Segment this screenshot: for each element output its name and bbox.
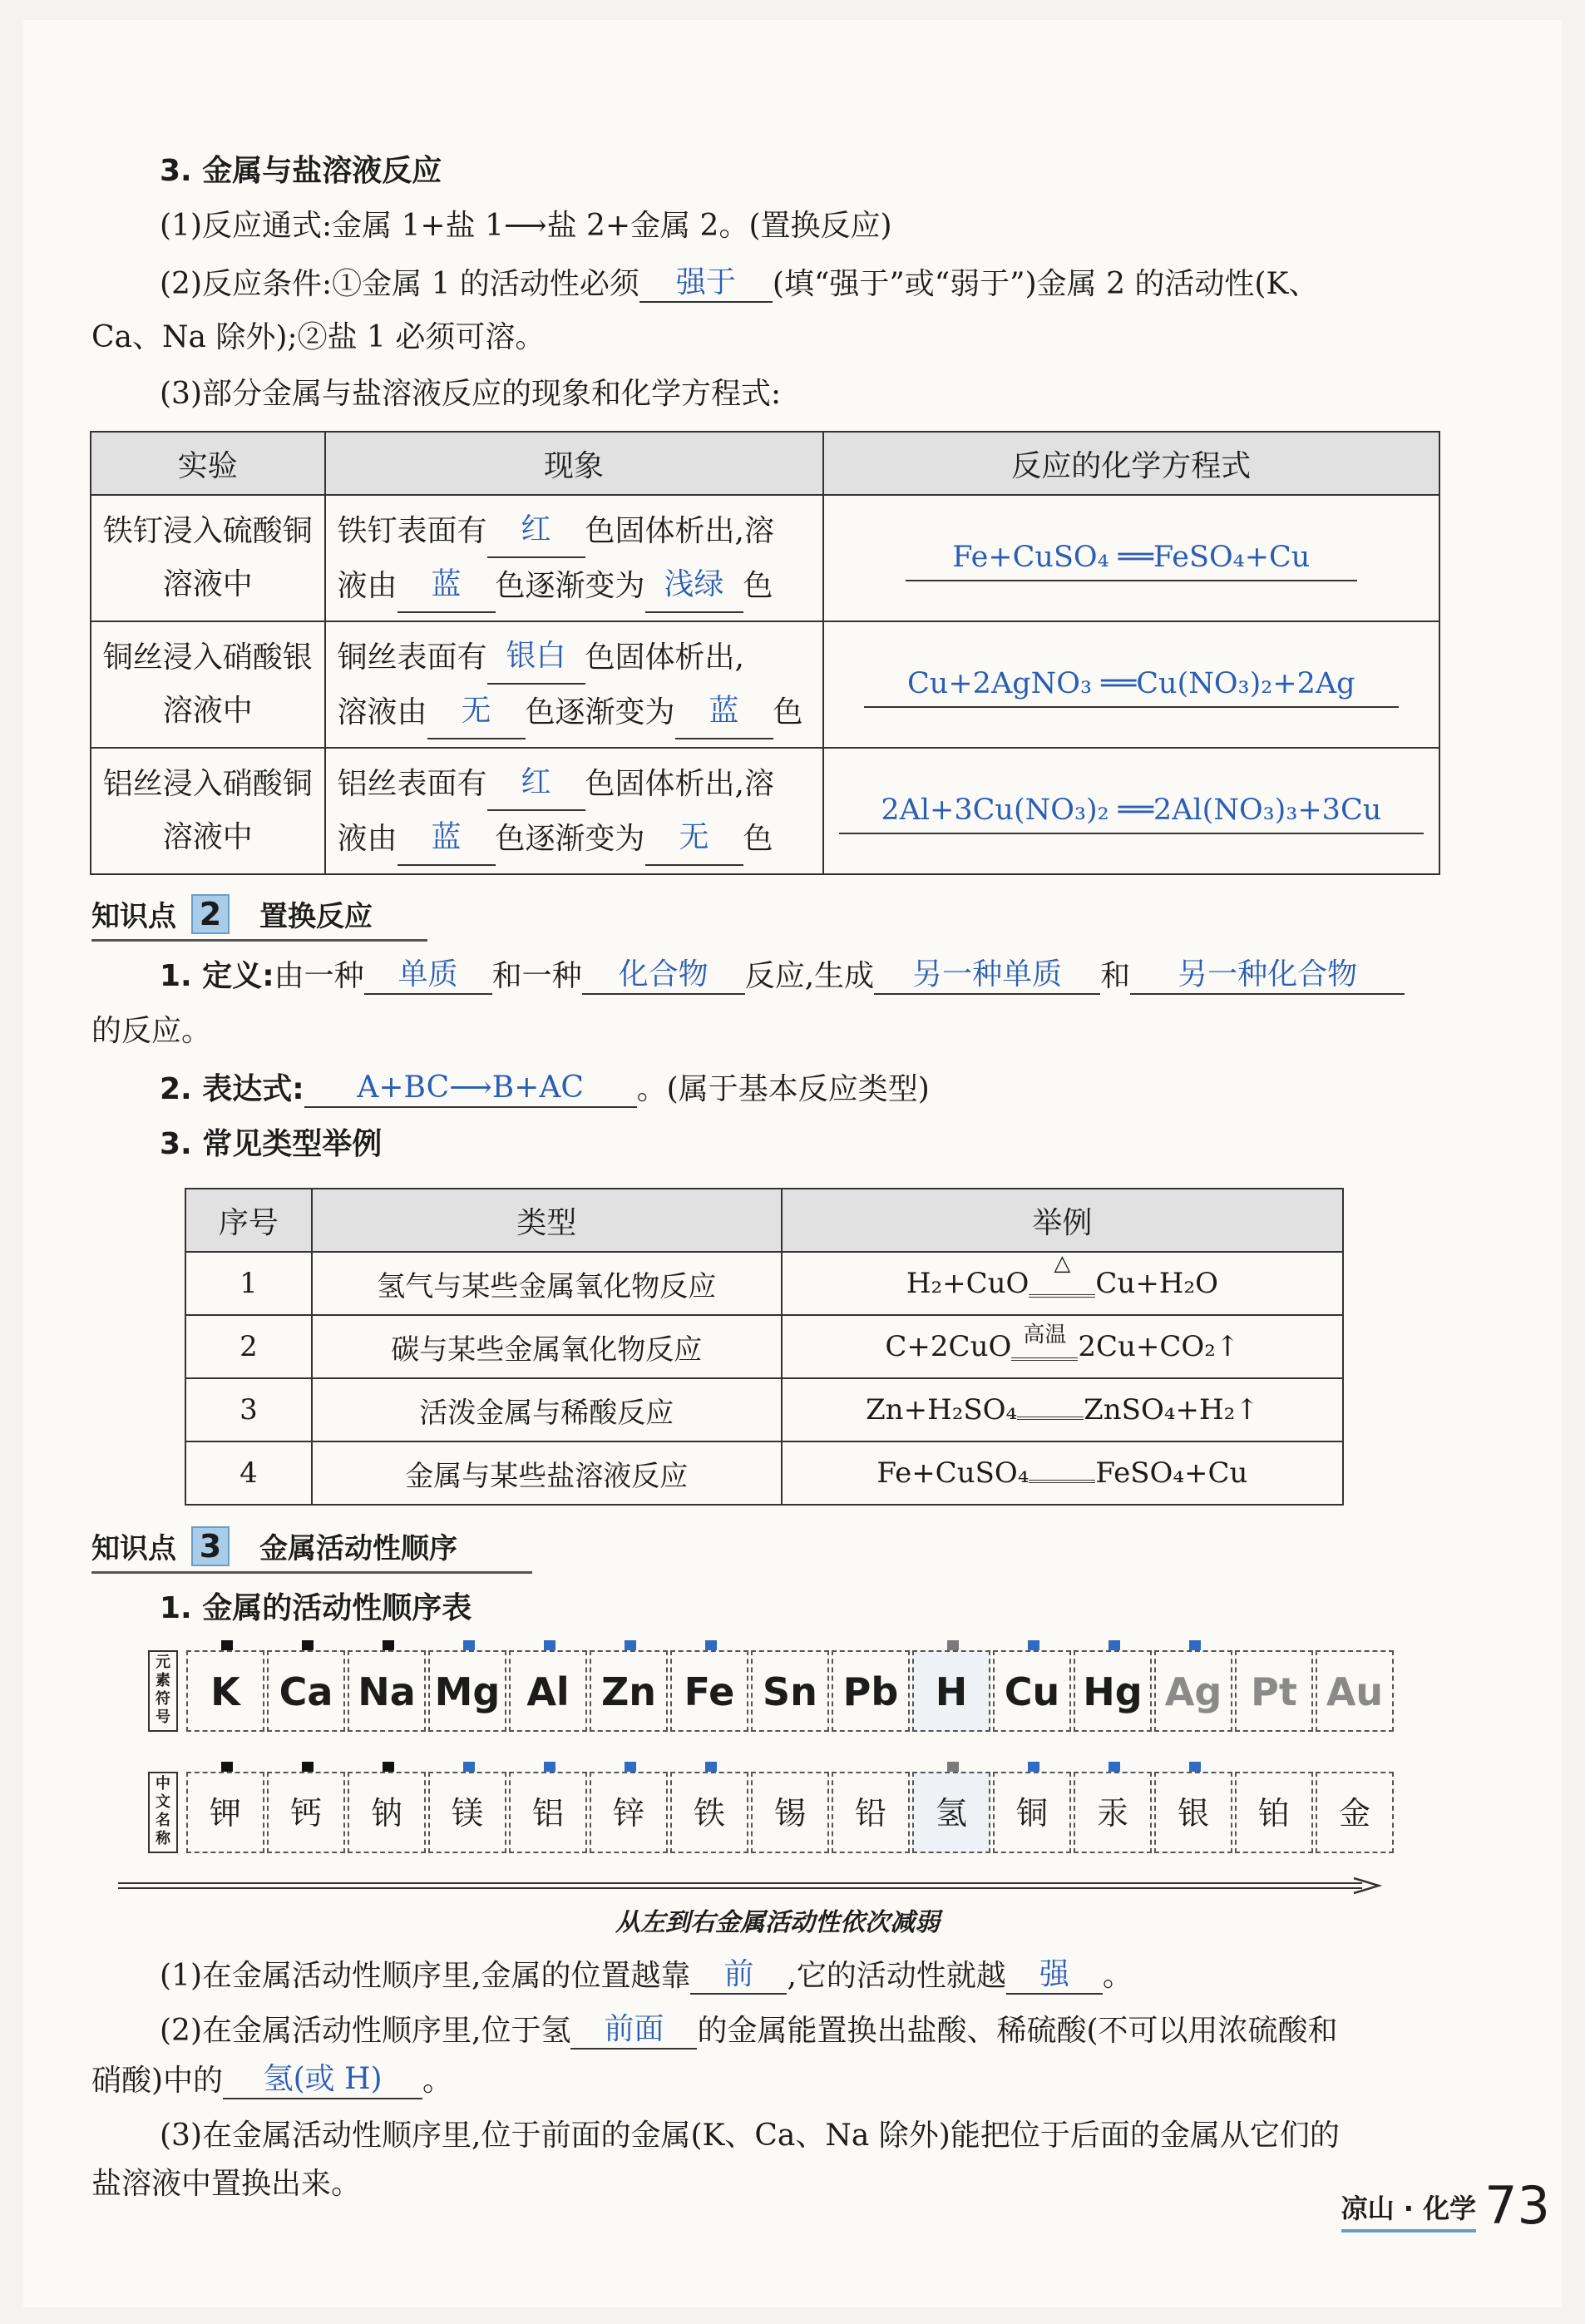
table-row: 4 金属与某些盐溶液反应 Fe+CuSO₄ FeSO₄+Cu (185, 1441, 1343, 1505)
element-symbol: Zn (590, 1650, 668, 1732)
element-name: 镁 (428, 1772, 506, 1853)
element-symbol: Sn (751, 1650, 829, 1732)
expression: 2. 表达式: A+BC⟶B+AC 。(属于基本反应类型) (160, 1071, 930, 1106)
answer-blank: 氢(或 H) (223, 2061, 422, 2099)
col-header: 实验 (91, 432, 325, 495)
answer-blank: 另一种单质 (874, 957, 1100, 995)
kp-title: 置换反应 (259, 900, 373, 933)
page-footer (1341, 2175, 1550, 2236)
paragraph-2-cont: Ca、Na 除外);②盐 1 必须可溶。 (91, 320, 546, 354)
element-symbol: Na (348, 1650, 426, 1732)
table-row: 铝丝浸入硝酸铜 溶液中 铝丝表面有 红 色固体析出,溶 液由 蓝 色逐渐变为 无 色 2Al+3Cu(NO₃)₂ ══2Al(NO₃)₃+3Cu (91, 748, 1439, 874)
element-name: 锡 (751, 1772, 829, 1853)
table-row: 3 活泼金属与稀酸反应 Zn+H₂SO₄ ZnSO₄+H₂↑ (185, 1378, 1343, 1441)
element-symbol: Fe (670, 1650, 748, 1732)
col-header: 现象 (325, 432, 823, 495)
rule-3-cont: 盐溶液中置换出来。 (91, 2167, 362, 2201)
side-label: 元素符号 (148, 1650, 178, 1732)
element-name: 银 (1154, 1772, 1232, 1853)
element-symbol: H (912, 1650, 990, 1732)
element-name: 铝 (509, 1772, 587, 1853)
answer-blank: 化合物 (582, 957, 745, 995)
element-name: 钠 (348, 1772, 426, 1853)
decreasing-activity-arrow-icon (118, 1877, 1382, 1896)
paragraph-2: (2)反应条件:①金属 1 的活动性必须 强于 (填“强于”或“弱于”)金属 2 的活动性(K、 (160, 265, 1319, 301)
table-row: 铜丝浸入硝酸银 溶液中 铜丝表面有 银白 色固体析出, 溶液由 无 色逐渐变为 蓝 色 Cu+2AgNO₃ ══Cu(NO₃)₂+2Ag (91, 621, 1439, 748)
table-row: 2 碳与某些金属氧化物反应 C+2CuO 高温 2Cu+CO₂↑ (185, 1315, 1343, 1378)
answer-blank: 无 (427, 685, 526, 739)
equation: Cu+2AgNO₃ ══Cu(NO₃)₂+2Ag (864, 661, 1399, 708)
element-symbol: Mg (428, 1650, 506, 1732)
answer-blank: 蓝 (397, 811, 496, 866)
element-name: 钾 (186, 1772, 264, 1853)
answer-blank: 浅绿 (645, 558, 743, 613)
element-name: 氢 (912, 1772, 990, 1853)
answer-blank: A+BC⟶B+AC (304, 1070, 637, 1108)
element-symbol: Ca (267, 1650, 345, 1732)
equation: 2Al+3Cu(NO₃)₂ ══2Al(NO₃)₃+3Cu (839, 788, 1424, 834)
answer-blank: 无 (645, 811, 743, 866)
reaction-table (90, 431, 1440, 875)
element-symbol: Au (1316, 1650, 1394, 1732)
answer-blank: 蓝 (397, 558, 496, 613)
element-name: 铜 (993, 1772, 1071, 1853)
table-row: 1 氢气与某些金属氧化物反应 H₂+CuO △ Cu+H₂O (185, 1252, 1343, 1315)
activity-series-heading: 1. 金属的活动性顺序表 (160, 1591, 472, 1625)
kp-title: 金属活动性顺序 (259, 1532, 457, 1565)
col-header: 类型 (312, 1189, 782, 1252)
col-header: 举例 (782, 1189, 1343, 1252)
definition-cont: 的反应。 (91, 1014, 212, 1048)
arrow-caption: 从左到右金属活动性依次减弱 (615, 1908, 940, 1937)
element-symbol: Ag (1154, 1650, 1232, 1732)
answer-blank: 强 (1006, 1956, 1103, 1995)
answer-blank: 银白 (487, 630, 585, 685)
answer-blank: 红 (487, 756, 585, 811)
element-symbol: Cu (993, 1650, 1071, 1732)
definition: 1. 定义:由一种 单质 和一种 化合物 反应,生成 另一种单质 和 另一种化合物 (160, 957, 1405, 995)
answer-blank: 前 (690, 1956, 787, 1995)
page-number: 73 (1484, 2175, 1550, 2236)
table-row: 铁钉浸入硫酸铜 溶液中 铁钉表面有 红 色固体析出,溶 液由 蓝 色逐渐变为 浅绿 色 Fe+CuSO₄ ══FeSO₄+Cu (91, 495, 1439, 621)
element-symbol-row (148, 1650, 1396, 1732)
element-name: 铁 (670, 1772, 748, 1853)
answer-blank: 另一种化合物 (1130, 957, 1405, 995)
element-name: 金 (1316, 1772, 1394, 1853)
rule-1: (1)在金属活动性顺序里,金属的位置越靠 前 ,它的活动性就越 强 。 (160, 1957, 1133, 1993)
answer-blank: 前面 (570, 2011, 697, 2050)
col-header: 序号 (185, 1189, 312, 1252)
element-symbol: Al (509, 1650, 587, 1732)
knowledge-point-2-header: 知识点 2 置换反应 (91, 893, 427, 942)
element-symbol: K (186, 1650, 264, 1732)
paragraph-3: (3)部分金属与盐溶液反应的现象和化学方程式: (160, 377, 782, 411)
kp-number-badge: 3 (191, 1526, 230, 1566)
answer-blank: 蓝 (675, 685, 773, 739)
element-name-row (148, 1772, 1396, 1853)
paragraph-1: (1)反应通式:金属 1+盐 1⟶盐 2+金属 2。(置换反应) (160, 209, 892, 243)
side-label: 中文名称 (148, 1772, 178, 1853)
section-heading: 3. 金属与盐溶液反应 (160, 154, 442, 188)
element-name: 铂 (1235, 1772, 1313, 1853)
element-name: 汞 (1074, 1772, 1152, 1853)
answer-blank: 单质 (364, 957, 492, 995)
element-symbol: Pt (1235, 1650, 1313, 1732)
kp-number-badge: 2 (191, 894, 230, 934)
knowledge-point-3-header: 知识点 3 金属活动性顺序 (91, 1525, 532, 1574)
equation: Fe+CuSO₄ ══FeSO₄+Cu (906, 535, 1357, 581)
rule-2-cont: 硝酸)中的 氢(或 H) 。 (91, 2062, 453, 2098)
book-label: 凉山 · 化学 (1341, 2188, 1476, 2233)
answer-blank: 红 (487, 503, 585, 558)
col-header: 反应的化学方程式 (823, 432, 1439, 495)
replacement-types-table (185, 1188, 1344, 1506)
rule-3: (3)在金属活动性顺序里,位于前面的金属(K、Ca、Na 除外)能把位于后面的金属从它们的 (160, 2119, 1340, 2153)
types-heading: 3. 常见类型举例 (160, 1127, 383, 1161)
rule-2: (2)在金属活动性顺序里,位于氢 前面 的金属能置换出盐酸、稀硫酸(不可以用浓硫酸和 (160, 2012, 1338, 2048)
element-symbol: Hg (1074, 1650, 1152, 1732)
element-name: 钙 (267, 1772, 345, 1853)
element-symbol: Pb (832, 1650, 910, 1732)
answer-blank: 强于 (639, 265, 773, 303)
element-name: 铅 (832, 1772, 910, 1853)
element-name: 锌 (590, 1772, 668, 1853)
